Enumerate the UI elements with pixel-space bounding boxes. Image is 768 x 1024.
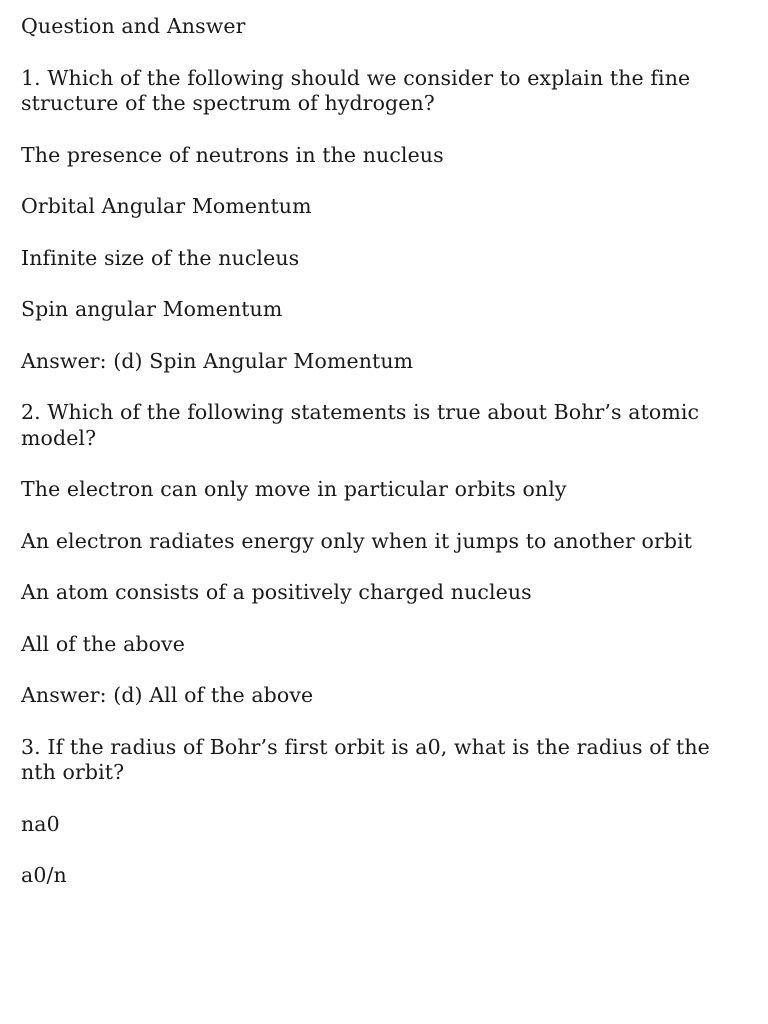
q1-option-d: Spin angular Momentum: [21, 297, 283, 321]
q2-option-a: The electron can only move in particular orbits only: [21, 477, 567, 501]
q2-option-d: All of the above: [21, 631, 185, 656]
question-3: 3. If the radius of Bohr’s first orbit is a0, what is the radius of the nth orbit?: [21, 734, 710, 784]
q1-option-b: Orbital Angular Momentum: [21, 194, 312, 218]
question-2: 2. Which of the following statements is true about Bohr’s atomic model?: [21, 400, 700, 450]
document-title: Question and Answer: [21, 14, 246, 38]
q2-option-b: An electron radiates energy only when it jumps to another orbit: [21, 528, 693, 553]
q3-option-b: a0/n: [21, 863, 67, 887]
q2-answer: Answer: (d) All of the above: [21, 683, 314, 707]
q1-option-c: Infinite size of the nucleus: [21, 245, 300, 270]
question-1: 1. Which of the following should we consider to explain the fine structure of the spectrum of hydrogen?: [21, 65, 691, 115]
q1-answer: Answer: (d) Spin Angular Momentum: [21, 348, 414, 373]
q3-option-a: na0: [21, 811, 60, 836]
q2-option-c: An atom consists of a positively charged nucleus: [21, 580, 532, 604]
q1-option-a: The presence of neutrons in the nucleus: [21, 142, 444, 167]
